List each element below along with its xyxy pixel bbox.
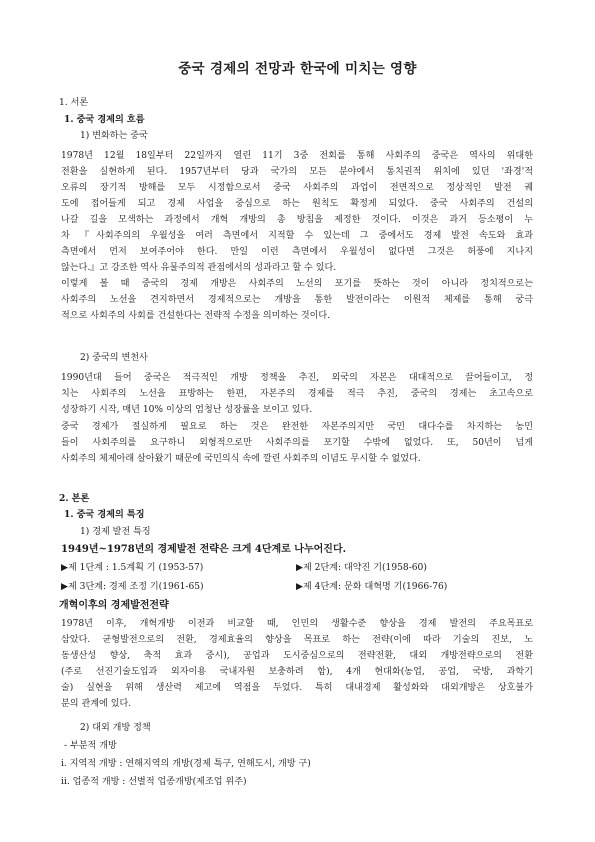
stage-item: ▶제 3단계: 경제 조정 기(1961-65) — [61, 582, 204, 592]
text-line: 삼았다. 균형발전으로의 전환, 경제효율의 향상을 목표로 하는 전략(이에 따라 기술의 진보, 노 — [61, 635, 533, 645]
stages-heading: 1949년~1978년의 경제발전 전략은 크게 4단계로 나누어진다. — [61, 544, 347, 555]
text-line: 오류의 장기적 방해를 모두 시정함으로서 중국 사회주의 과업이 전면적으로 정상적인 발전 궤 — [61, 183, 533, 193]
text-line: 1990년대 들어 중국은 적극적인 개방 정책을 추진, 외국의 자본은 대대적으로 끌어들이고, 정 — [61, 373, 533, 383]
item-heading: 1) 경제 발전 특징 — [80, 527, 151, 537]
item-heading: 2) 대외 개방 정책 — [80, 723, 151, 733]
text-line: 들이 사회주의를 요구하니 외형적으로만 사회주의를 포기할 수밖에 없었다. 또, 50년이 넘게 — [61, 438, 533, 448]
subsection-heading: 1. 중국 경제의 흐름 — [64, 114, 145, 125]
text-line: 동생산성 향상, 축적 효과 중시), 공업과 도시중심으로의 전략전환, 대외 개방전략으로의 전환 — [61, 651, 533, 661]
document-title: 중국 경제의 전망과 한국에 미치는 영향 — [178, 61, 417, 77]
stage-item: ▶제 1단계 : 1.5계획 기 (1953-57) — [61, 563, 204, 573]
stage-item: ▶제 2단계: 대약진 기(1958-60) — [296, 563, 427, 573]
text-line: 도에 접어들게 되고 경제 사업을 중심으로 하는 원칙도 확정게 되었다. 중국 사회주의 건설의 — [61, 199, 533, 209]
text-line: 중국 경제가 절실하게 필요로 하는 것은 완전한 자본주의지만 국민 대다수를 차지하는 농민 — [61, 422, 533, 432]
item-subheading: - 부분적 개방 — [64, 741, 117, 751]
section-heading-body: 2. 본론 — [59, 493, 90, 504]
text-line: 측면에서 먼저 보여주어야 한다. 만일 이런 측면에서 우월성이 없다면 그것은 허풍에 지나지 — [61, 247, 533, 257]
text-line: 1978년 12월 18일부터 22일까지 열린 11기 3중 전회를 통해 사회주의 중국은 역사의 위대한 — [61, 151, 533, 161]
text-line: 이렇게 볼 때 중국의 경제 개방은 사회주의 노선의 포기를 뜻하는 것이 아니라 정치적으로는 — [61, 279, 533, 289]
text-line: 술) 실현을 위해 생산력 제고에 역점을 두었다. 특히 대내경제 활성화와 대외개방은 상호불가 — [61, 683, 533, 693]
text-line: 분의 관계에 있다. — [61, 699, 132, 709]
item-heading: 1) 변화하는 중국 — [80, 131, 148, 141]
text-line: 나갈 길을 모색하는 과정에서 개혁 개방의 총 방침을 제정한 것이다. 이것은 과거 등소평이 누 — [61, 215, 533, 225]
text-line: 전환을 실현하게 된다. 1957년부터 당과 국가의 모든 분야에서 통치권적 위치에 있던 '좌경'적 — [61, 167, 533, 177]
text-line: 사회주의 노선을 견지하면서 경제적으로는 개방을 통한 발전이라는 이원적 체제를 통해 궁극 — [61, 295, 533, 305]
item-heading: 2) 중국의 변천사 — [80, 353, 148, 363]
text-line: 치는 사회주의 노선을 표방하는 한편, 자본주의 경제를 적극 추진, 중국의 경제는 초고속으로 — [61, 389, 533, 399]
stage-item: ▶제 4단계: 문화 대혁명 기(1966-76) — [296, 582, 448, 592]
text-line: 성장하기 시작, 매년 10% 이상의 엄청난 성장률을 보이고 있다. — [61, 405, 313, 415]
section-heading-introduction: 1. 서론 — [59, 98, 89, 108]
list-item: ⅱ. 업종적 개방 : 선별적 업종개방(제조업 위주) — [61, 777, 247, 787]
text-line: (주로 선진기술도입과 외자이용 국내자원 보충하려 함), 4개 현대화(농업, 공업, 국방, 과학기 — [61, 667, 533, 677]
subsection-heading: 1. 중국 경제의 특징 — [64, 509, 145, 520]
text-line: 사회주의 체제아래 살아왔기 때문에 국민의식 속에 깔린 사회주의 이념도 무시할 수 없었다. — [61, 454, 421, 464]
text-line: 차 『사회주의의 우월성을 여러 측면에서 지적할 수 있는데 그 중에서도 경제 발전 속도와 효과 — [61, 231, 533, 241]
text-line: 않는다.』고 강조한 역사 유물주의적 관점에서의 성과라고 할 수 있다. — [61, 263, 337, 273]
text-line: 1978년 이후, 개혁개방 이전과 비교할 때, 인민의 생활수준 향상을 경제 발전의 주요목표로 — [61, 619, 533, 629]
reform-heading: 개혁이후의 경제발전전략 — [59, 600, 169, 611]
list-item: ⅰ. 지역적 개방 : 연해지역의 개방(경제 특구, 연해도시, 개방 구) — [61, 759, 311, 769]
text-line: 적으로 사회주의 사회를 건설한다는 전략적 수정을 의미하는 것이다. — [61, 311, 331, 321]
